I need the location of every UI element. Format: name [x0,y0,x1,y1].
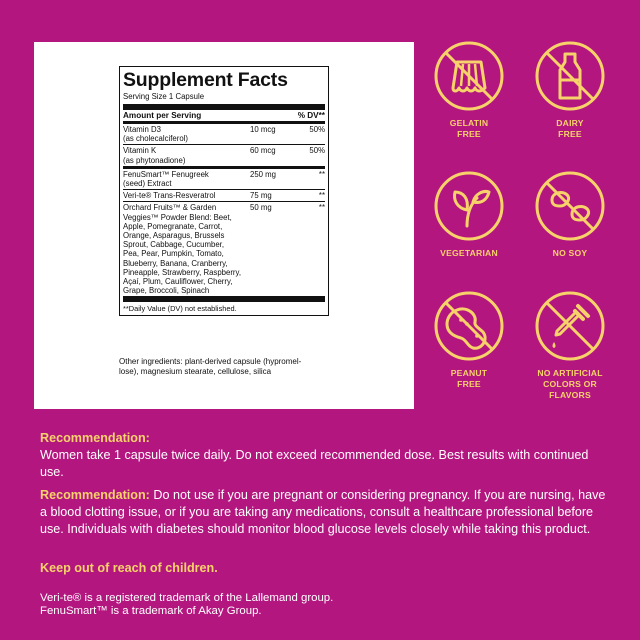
badge-dairy-free [525,40,615,140]
nutrient-amount: 75 mg [250,191,272,201]
nutrient-dv: ** [318,169,325,179]
facts-header-row [123,110,325,121]
dv-footnote: **Daily Value (DV) not established. [123,304,237,314]
nutrient-name: Vitamin D3 (as cholecalciferol) [123,125,188,144]
gelatin-free-icon [433,40,505,112]
nutrient-dv: 50% [309,125,325,134]
recommendation-heading: Recommendation: [40,431,150,445]
badge-label: GELATIN FREE [449,118,489,139]
recommendation-section [40,430,610,481]
trademark-verite: Veri-te® is a registered trademark of the Lallemand group. [40,592,334,604]
dv-header: % DV** [297,111,325,120]
nutrient-amount: 250 mg [250,169,277,179]
badge-peanut-free [424,290,514,390]
badge-no-soy [525,170,615,259]
keep-out-notice: Keep out of reach of children. [40,561,218,575]
nutrient-amount: 10 mcg [250,125,276,134]
supplement-facts-table [119,66,329,316]
serving-size: Serving Size 1 Capsule [123,92,205,101]
nutrient-name: Vitamin K (as phytonadione) [123,146,186,165]
warning-section [40,487,610,538]
nutrient-name: FenuSmart™ Fenugreek (seed) Extract [123,169,209,189]
peanut-free-icon [433,290,505,362]
no-soy-icon [534,170,606,242]
warning-text: Do not use if you are pregnant or considering pregnancy. If you are nursing, have a blood clotting issue, or if you are taking any medications, consult a healthcare professional before use. Individuals with diabetes should monitor blood glucose levels closely while taking this product. [40,488,606,536]
badge-label: NO ARTIFICIAL COLORS OR FLAVORS [537,368,603,400]
nutrient-row [123,190,325,202]
nutrient-row [123,145,325,168]
badge-no-artificial-colors [525,290,615,401]
badge-gelatin-free [424,40,514,140]
badge-label: NO SOY [552,248,588,258]
nutrient-row [123,124,325,145]
warning-heading: Recommendation: [40,488,150,502]
dairy-free-icon [534,40,606,112]
nutrient-name: Veri-te® Trans-Resveratrol [123,191,216,201]
amount-per-serving-header: Amount per Serving [123,111,202,120]
badge-label: VEGETARIAN [440,248,498,258]
nutrient-row [123,169,325,190]
facts-title: Supplement Facts [123,69,288,91]
nutrient-dv: ** [318,191,325,201]
recommendation-text: Women take 1 capsule twice daily. Do not exceed recommended dose. Best results with continued use. [40,448,589,479]
nutrient-row [123,202,325,296]
badge-vegetarian [424,170,514,259]
nutrient-name: Orchard Fruits™ & Garden Veggies™ Powder Blend: Beet, Apple, Pomegranate, Carrot, Orange, Asparagus, Brussels Sprout, Cabbage, Cucumber, Pea, Pear, Pumpkin, Tomato, Blueberry, Banana, Cranberry, Pineapple, Strawberry, Raspberry, Açaí, Plum, Cauliflower, Cherry, Grape, Broccoli, Spinach [123,203,242,296]
nutrient-dv: 50% [309,146,325,156]
nutrient-amount: 60 mcg [250,146,276,156]
badge-label: PEANUT FREE [450,368,488,389]
other-ingredients: Other ingredients: plant-derived capsule (hypromel- lose), magnesium stearate, cellulose, silica [119,357,302,376]
vegetarian-icon [433,170,505,242]
no-artificial-colors-icon [534,290,606,362]
nutrient-dv: ** [318,203,325,213]
nutrient-amount: 50 mg [250,203,272,213]
trademark-fenusmart: FenuSmart™ is a trademark of Akay Group. [40,605,262,617]
badge-label: DAIRY FREE [556,118,584,139]
